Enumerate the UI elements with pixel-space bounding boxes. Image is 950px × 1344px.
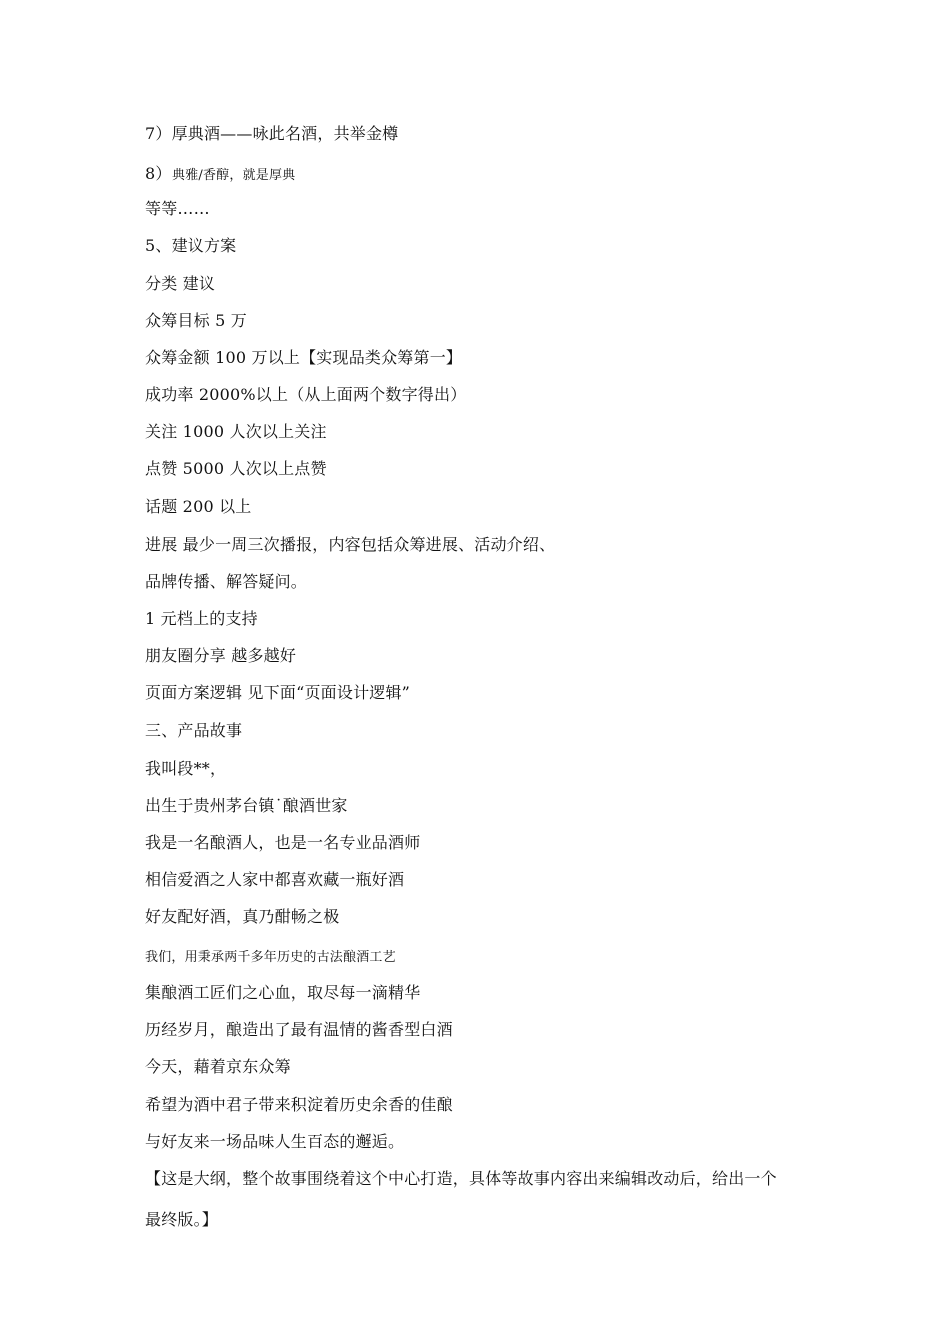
outline-note-line-2: 最终版。】	[145, 1210, 219, 1229]
text-line-8-content: 典雅/香醇，就是厚典	[172, 168, 296, 183]
story-line-1: 我叫段**，	[145, 759, 227, 778]
text-line-topics: 话题 200 以上	[145, 497, 252, 516]
text-line-target: 众筹目标 5 万	[145, 311, 247, 330]
text-line-page-logic: 页面方案逻辑 见下面“页面设计逻辑”	[145, 683, 411, 702]
story-line-11: 与好友来一场品味人生百态的邂逅。	[145, 1132, 405, 1151]
text-line-8-number: 8）	[145, 164, 172, 183]
story-line-4: 相信爱酒之人家中都喜欢藏一瓶好酒	[145, 870, 405, 889]
text-line-amount: 众筹金额 100 万以上【实现品类众筹第一】	[145, 348, 463, 367]
story-line-3: 我是一名酿酒人，也是一名专业品酒师	[145, 833, 421, 852]
story-line-2: 出生于贵州茅台镇˙酿酒世家	[145, 796, 348, 815]
text-line-7: 7）厚典酒——咏此名酒，共举金樽	[145, 124, 399, 143]
section-heading-story: 三、产品故事	[145, 721, 243, 740]
text-line-success-rate: 成功率 2000%以上（从上面两个数字得出）	[145, 385, 467, 404]
text-line-follow: 关注 1000 人次以上关注	[145, 422, 327, 441]
section-heading-proposal: 5、建议方案	[145, 236, 237, 255]
story-line-10: 希望为酒中君子带来积淀着历史余香的佳酿	[145, 1095, 453, 1114]
text-line-share: 朋友圈分享 越多越好	[145, 646, 297, 665]
story-line-9: 今天，藉着京东众筹	[145, 1057, 291, 1076]
outline-note-line-1: 【这是大纲，整个故事围绕着这个中心打造，具体等故事内容出来编辑改动后，给出一个	[145, 1169, 777, 1188]
text-line-likes: 点赞 5000 人次以上点赞	[145, 459, 327, 478]
text-line-progress: 进展 最少一周三次播报，内容包括众筹进展、活动介绍、	[145, 535, 556, 554]
story-line-6: 我们，用秉承两千多年历史的古法酿酒工艺	[145, 950, 396, 965]
story-line-7: 集酿酒工匠们之心血，取尽每一滴精华	[145, 983, 421, 1002]
text-line-progress-cont: 品牌传播、解答疑问。	[145, 572, 308, 591]
text-line-etc: 等等……	[145, 199, 210, 218]
text-line-category: 分类 建议	[145, 274, 216, 293]
story-line-5: 好友配好酒，真乃酣畅之极	[145, 907, 340, 926]
text-line-one-yuan: 1 元档上的支持	[145, 609, 258, 628]
story-line-8: 历经岁月，酿造出了最有温情的酱香型白酒	[145, 1020, 453, 1039]
